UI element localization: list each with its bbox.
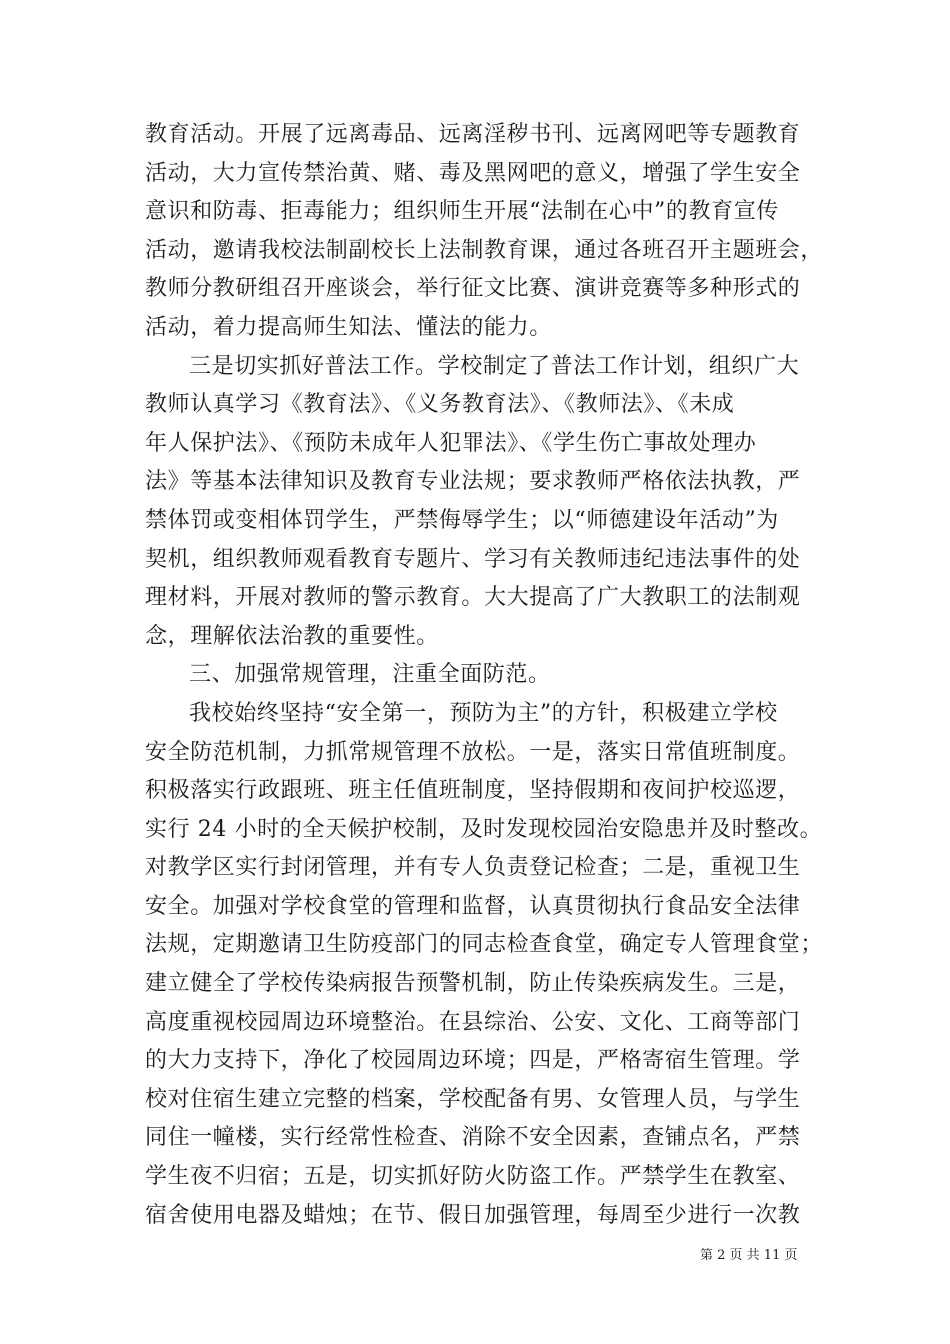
text-line: 活动，着力提高师生知法、懂法的能力。 [145, 314, 552, 340]
text-line: 意识和防毒、拒毒能力；组织师生开展“法制在心中”的教育宣传 [145, 199, 779, 225]
text-line: 对教学区实行封闭管理，并有专人负责登记检查；二是，重视卫生 [145, 855, 801, 881]
text-line: 法》等基本法律知识及教育专业法规；要求教师严格依法执教，严 [145, 469, 801, 495]
text-line: 教师分教研组召开座谈会，举行征文比赛、演讲竞赛等多种形式的 [145, 276, 801, 302]
text-line: 实行 24 小时的全天候护校制，及时发现校园治安隐患并及时整改。 [145, 816, 823, 842]
text-line: 活动，邀请我校法制副校长上法制教育课，通过各班召开主题班会， [145, 237, 824, 263]
text-line: 校对住宿生建立完整的档案，学校配备有男、女管理人员，与学生 [145, 1086, 801, 1112]
text-line: 年人保护法》、《预防未成年人犯罪法》、《学生伤亡事故处理办 [145, 430, 757, 456]
text-line: 法规，定期邀请卫生防疫部门的同志检查食堂，确定专人管理食堂； [145, 932, 824, 958]
paragraph-start-line: 三是切实抓好普法工作。学校制定了普法工作计划，组织广大 [189, 353, 800, 379]
text-line: 高度重视校园周边环境整治。在县综治、公安、文化、工商等部门 [145, 1009, 801, 1035]
text-line: 宿舍使用电器及蜡烛；在节、假日加强管理，每周至少进行一次教 [145, 1202, 801, 1228]
text-line: 理材料，开展对教师的警示教育。大大提高了广大教职工的法制观 [145, 585, 801, 611]
text-line: 教师认真学习《教育法》、《义务教育法》、《教师法》、《未成 [145, 392, 735, 418]
text-line: 禁体罚或变相体罚学生，严禁侮辱学生；以“师德建设年活动”为 [145, 507, 779, 533]
text-line: 契机，组织教师观看教育专题片、学习有关教师违纪违法事件的处 [145, 546, 801, 572]
text-line: 活动，大力宣传禁治黄、赌、毒及黑网吧的意义，增强了学生安全 [145, 160, 801, 186]
text-line: 学生夜不归宿；五是，切实抓好防火防盗工作。严禁学生在教室、 [145, 1164, 801, 1190]
text-line: 教育活动。开展了远离毒品、远离淫秽书刊、远离网吧等专题教育 [145, 122, 801, 147]
text-line: 积极落实行政跟班、班主任值班制度，坚持假期和夜间护校巡逻， [145, 778, 801, 804]
page-number-footer: 第 2 页 共 11 页 [700, 1248, 798, 1263]
text-line: 念，理解依法治教的重要性。 [145, 623, 439, 649]
text-line: 安全防范机制，力抓常规管理不放松。一是，落实日常值班制度。 [145, 739, 801, 765]
text-line: 同住一幢楼，实行经常性检查、消除不安全因素，查铺点名，严禁 [145, 1125, 801, 1151]
section-heading: 三、加强常规管理，注重全面防范。 [189, 662, 551, 688]
text-line: 安全。加强对学校食堂的管理和监督，认真贯彻执行食品安全法律 [145, 893, 801, 919]
body-text [145, 116, 824, 1235]
paragraph-start-line: 我校始终坚持“安全第一，预防为主”的方针，积极建立学校 [189, 700, 778, 726]
text-line: 建立健全了学校传染病报告预警机制，防止传染疾病发生。三是， [145, 971, 801, 997]
text-line: 的大力支持下，净化了校园周边环境；四是，严格寄宿生管理。学 [145, 1048, 801, 1074]
